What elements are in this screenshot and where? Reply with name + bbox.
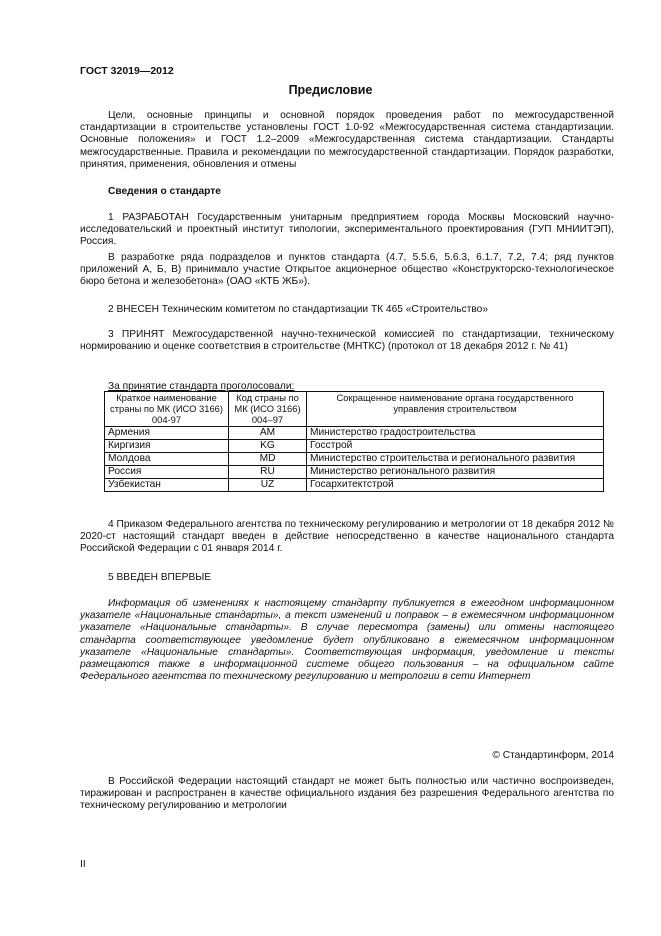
code-cell: UZ — [229, 479, 307, 492]
item-3-paragraph: 3 ПРИНЯТ Межгосударственной научно-технической комиссией по стандартизации, техническому нормированию и оценке соответствия в строительстве (МНТКС) (протокол от 18 декабря 2012 г. № 41) — [80, 329, 614, 353]
org-cell: Министерство регионального развития — [307, 466, 604, 479]
copyright: © Стандартинформ, 2014 — [492, 750, 614, 761]
country-cell: Армения — [105, 427, 229, 440]
header-org: Сокращенное наименование органа государственного управления строительством — [307, 392, 604, 427]
org-cell: Министерство градостроительства — [307, 427, 604, 440]
notice-paragraph: Информация об изменениях к настоящему стандарту публикуется в ежегодном информационном указателе «Национальные стандарты», а текст изменений и поправок – в ежемесячном информационном указателе «Национальные стандарты». В случае пересмотра (замены) или отмены настоящего стандарта соответствующее уведомление будет опубликовано в ежемесячном информационном указателе «Национальные стандарты». Соответствующая информация, уведомление и тексты размещаются также в информационной системе общего пользования – на официальном сайте Федерального агентства по техническому регулированию и метрологии в сети Интернет — [80, 598, 614, 683]
country-cell: Россия — [105, 466, 229, 479]
vote-table — [104, 391, 604, 492]
header-code: Код страны по МК (ИСО 3166) 004–97 — [229, 392, 307, 427]
code-cell: MD — [229, 453, 307, 466]
page-number: II — [80, 859, 86, 870]
item-1-paragraph: 1 РАЗРАБОТАН Государственным унитарным предприятием города Москвы Московский научно-исследовательский и проектный институт типологии, экспериментального проектирования (ГУП МНИИТЭП), Россия. — [80, 212, 614, 248]
table-row — [105, 466, 604, 479]
item-4-paragraph: 4 Приказом Федерального агентства по техническому регулированию и метрологии от 18 декабря 2012 № 2020-ст настоящий стандарт введен в действие непосредственно в качестве национального стандарта Российской Федерации с 01 января 2014 г. — [80, 519, 614, 555]
table-row — [105, 453, 604, 466]
table-row — [105, 479, 604, 492]
org-cell: Госстрой — [307, 440, 604, 453]
code-cell: AM — [229, 427, 307, 440]
item-2-paragraph: 2 ВНЕСЕН Техническим комитетом по стандартизации ТК 465 «Строительство» — [108, 304, 488, 315]
country-cell: Киргизия — [105, 440, 229, 453]
gost-number: ГОСТ 32019—2012 — [80, 65, 174, 77]
intro-paragraph: Цели, основные принципы и основной порядок проведения работ по межгосударственной стандартизации в строительстве установлены ГОСТ 1.0-92 «Межгосударственная система стандартизации. Основные положения» и ГОСТ 1.2–2009 «Межгосударственная система стандартизации. Стандарты межгосударственные. Правила и рекомендации по межгосударственной стандартизации. Порядок разработки, принятия, применения, обновления и отмены — [80, 110, 614, 170]
table-row — [105, 440, 604, 453]
item-5-paragraph: 5 ВВЕДЕН ВПЕРВЫЕ — [108, 572, 212, 583]
code-cell: RU — [229, 466, 307, 479]
table-row — [105, 427, 604, 440]
org-cell: Госархитектстрой — [307, 479, 604, 492]
reproduction-paragraph: В Российской Федерации настоящий стандарт не может быть полностью или частично воспроизведен, тиражирован и распространен в качестве официального издания без разрешения Федерального агентства по техническому регулированию и метрологии — [80, 776, 614, 812]
org-cell: Министерство строительства и регионального развития — [307, 453, 604, 466]
vote-table-header — [105, 392, 604, 427]
code-cell: KG — [229, 440, 307, 453]
country-cell: Молдова — [105, 453, 229, 466]
info-heading: Сведения о стандарте — [108, 186, 221, 197]
country-cell: Узбекистан — [105, 479, 229, 492]
item-1-extra-paragraph: В разработке ряда подразделов и пунктов стандарта (4.7, 5.5.6, 5.6.3, 6.1.7, 7.2, 7.4; ряд пунктов приложений А, Б, В) принимало участие Открытое акционерное общество «Конструкторско-технологическое бюро бетона и железобетона» (ОАО «КТБ ЖБ»). — [80, 252, 614, 288]
vote-caption: За принятие стандарта проголосовали: — [108, 381, 295, 392]
header-country: Краткое наименование страны по МК (ИСО 3166) 004-97 — [105, 392, 229, 427]
page-title: Предисловие — [288, 83, 373, 97]
